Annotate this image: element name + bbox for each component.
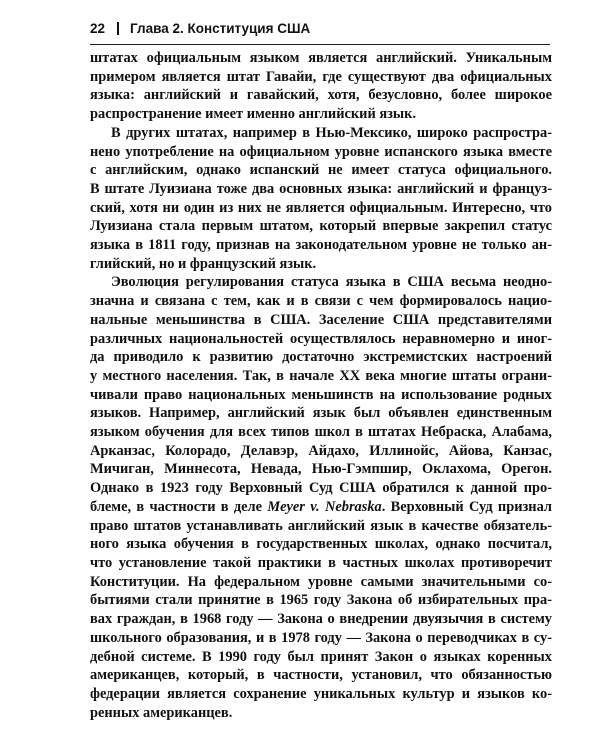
- text-line: чивали право национальных меньшинств на использование родных: [90, 386, 552, 403]
- text-line: ренных американцев.: [90, 704, 233, 721]
- case-line-before: блеме, в частности в деле: [90, 498, 268, 515]
- text-line: да приводило к развитию достаточно экстремистских настроений: [90, 349, 552, 366]
- body-text: [90, 49, 552, 722]
- text-line: ного языка обучения в государственных школах, однако посчитал,: [90, 536, 552, 553]
- text-line: федерации является сохранение уникальных культур и языков ко-: [90, 685, 552, 702]
- text-line: с английским, однако испанский не имеет статуса официального.: [90, 162, 552, 179]
- text-line: примером является штат Гавайи, где существуют два официальных: [90, 68, 552, 85]
- paragraph-2: [90, 124, 552, 274]
- text-line: у местного населения. Так, в начале XX века многие штаты ограни-: [90, 367, 552, 384]
- text-line: языка: английский и гавайский, хотя, безусловно, более широкое: [90, 87, 552, 104]
- text-line: Конституции. На федеральном уровне самыми значительными со-: [90, 573, 552, 590]
- text-line: что установление такой практики в частных школах противоречит: [90, 554, 552, 571]
- text-line: вах граждан, в 1968 году — Закона о внедрении двуязычия в систему: [90, 611, 552, 628]
- text-line: бытиями стали принятие в 1965 году Закона об избирательных пра-: [90, 592, 552, 609]
- text-line: языков. Например, английский язык был объявлен единственным: [90, 405, 552, 422]
- text-line: Эволюция регулирования статуса языка в США весьма неодно-: [111, 274, 552, 291]
- text-line: нальные меньшинства в США. Заселение США представителями: [90, 311, 552, 328]
- text-line: различных национальностей осуществлялось неравномерно и иног-: [90, 330, 552, 347]
- paragraph-3: [90, 273, 552, 722]
- text-line: глийский, но и французский язык.: [90, 255, 317, 272]
- page-number: 22: [90, 21, 106, 36]
- text-line: значна и связана с тем, как и в связи с чем формировалось нацио-: [90, 293, 552, 310]
- text-line: школьного образования, и в 1978 году — Закона о переводчиках в су-: [90, 629, 552, 646]
- text-line: американцев, который, в частности, установил, что обязанностью: [90, 667, 552, 684]
- text-line-with-case: [90, 498, 552, 517]
- case-name: Meyer v. Nebraska: [267, 498, 382, 515]
- text-line: В других штатах, например в Нью-Мексико, широко распростра-: [111, 124, 552, 141]
- text-line: языка в 1811 году, признав на законодательном уровне не только ан-: [90, 237, 552, 254]
- paragraph-1: [90, 49, 552, 124]
- text-line: Арканзас, Колорадо, Делавэр, Айдахо, Иллинойс, Айова, Канзас,: [90, 442, 552, 459]
- text-line: право штатов устанавливать английский язык в качестве обязатель-: [90, 517, 552, 534]
- header-rule: [90, 44, 550, 45]
- text-line: штатах официальным языком является английский. Уникальным: [90, 50, 552, 66]
- chapter-title: Глава 2. Конституция США: [130, 21, 311, 36]
- text-line: нено употребление на официальном уровне испанского языка вместе: [90, 143, 552, 160]
- text-line: Однако в 1923 году Верховный Суд США обратился к данной про-: [90, 480, 552, 497]
- text-line: распространение имеет именно английский язык.: [90, 106, 417, 123]
- case-line-after: . Верховный Суд признал: [381, 498, 552, 515]
- text-line: дебной системе. В 1990 году был принят Закон о языках коренных: [90, 648, 552, 665]
- text-line: Луизиана стала первым штатом, который впервые закрепил статус: [90, 218, 552, 235]
- text-line: ский, хотя ни один из них не является официальным. Интересно, что: [90, 199, 552, 216]
- text-line: В штате Луизиана тоже два основных языка: английский и француз-: [90, 180, 552, 197]
- header-separator: [117, 22, 119, 35]
- text-line: Мичиган, Миннесота, Невада, Нью-Гэмпшир, Оклахома, Орегон.: [90, 461, 552, 478]
- running-header: [90, 17, 550, 41]
- text-line: языком обучения для всех типов школ в штатах Небраска, Алабама,: [90, 424, 552, 441]
